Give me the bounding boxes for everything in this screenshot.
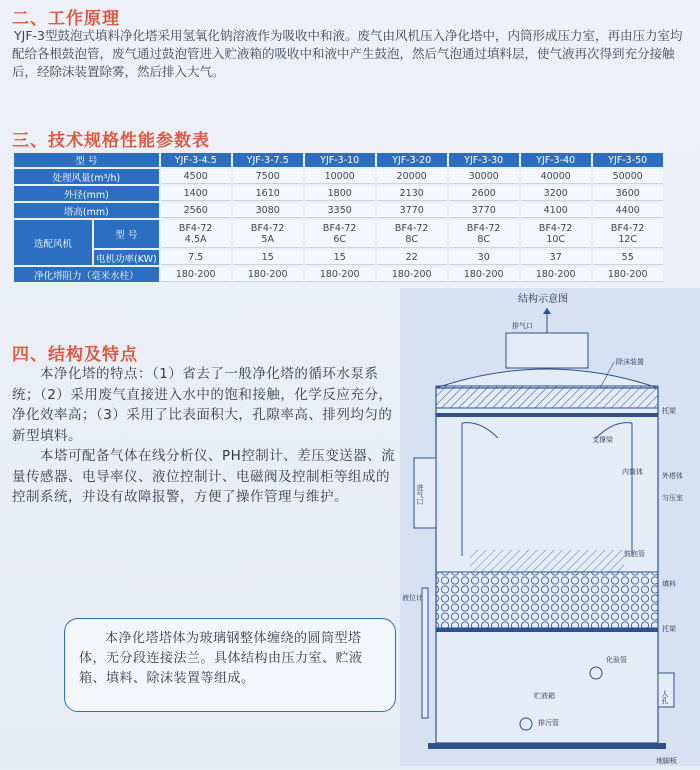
label-exhaust: 排气口 — [512, 322, 533, 330]
table-cell: 7.5 — [161, 250, 231, 265]
table-cell: 180-200 — [521, 267, 591, 282]
table-cell: 40000 — [521, 169, 591, 184]
section4-para2: 本塔可配备气体在线分析仪、PH控制计、差压变送器、流量传感器、电导率仪、液位控制计、电磁阀及控制柜等组成的控制系统，并设有故障报警，方便了操作管理与维护。 — [12, 448, 396, 505]
label-outer: 外塔体 — [662, 472, 683, 480]
table-cell: 4500 — [161, 169, 231, 184]
table-cell: 37 — [521, 250, 591, 265]
table-cell: BF4-72 6C — [305, 220, 375, 248]
label-inner: 内筒体 — [622, 468, 643, 476]
motor-label: 电机功率(KW) — [94, 250, 159, 265]
table-cell: 3080 — [233, 203, 303, 218]
label-bracket2: 托架 — [662, 625, 676, 633]
label-bubble-pipe: 鼓泡管 — [624, 550, 645, 558]
model-cell: YJF-3-30 — [449, 153, 519, 167]
table-cell: BF4-72 4.5A — [161, 220, 231, 248]
exhaust-pipe — [506, 333, 588, 368]
table-cell: BF4-72 12C — [593, 220, 663, 248]
table-cell: 10000 — [305, 169, 375, 184]
diagram-svg — [400, 288, 700, 766]
model-cell: YJF-3-40 — [521, 153, 591, 167]
model-cell: YJF-3-4.5 — [161, 153, 231, 167]
table-cell: 1400 — [161, 186, 231, 201]
label-base: 地脚板 — [656, 757, 677, 765]
section2-body: YJF-3型鼓泡式填料净化塔采用氢氧化钠溶液作为吸收中和液。废气由风机压入净化塔中，内筒形成压力室，再由压力室均配给各根鼓泡管，废气通过鼓泡管进入贮液箱的吸收中和液中产生鼓泡，然后气泡通过填料层，使气液再次得到充分接触后，经除沫装置除雾，然后排入大气。 — [12, 28, 683, 79]
note-box — [64, 618, 396, 712]
spec-table — [12, 151, 665, 284]
table-cell: 50000 — [593, 169, 663, 184]
section2-title: 二、工作原理 — [12, 9, 120, 29]
label-support-beam: 支撑梁 — [592, 436, 613, 444]
table-cell: 1610 — [233, 186, 303, 201]
model-cell: YJF-3-50 — [593, 153, 663, 167]
label-packing: 填料 — [662, 580, 676, 588]
table-cell: 2600 — [449, 186, 519, 201]
diagram-title: 结构示意图 — [518, 294, 568, 305]
label-level: 液位计 — [402, 594, 423, 602]
table-header-row — [14, 153, 663, 167]
base-plate — [428, 743, 666, 749]
table-cell: 4100 — [521, 203, 591, 218]
label-tank: 贮液箱 — [534, 692, 555, 700]
bracket-1 — [436, 413, 658, 417]
table-cell: 2130 — [377, 186, 447, 201]
table-cell: 30 — [449, 250, 519, 265]
bracket-2 — [436, 628, 658, 632]
fan-model-label: 型 号 — [94, 220, 159, 248]
bubble-pipes — [470, 550, 624, 572]
table-cell: 22 — [377, 250, 447, 265]
table-row — [14, 220, 663, 248]
label-demister: 除沫装置 — [616, 358, 644, 366]
structure-diagram — [400, 288, 700, 766]
table-cell: 180-200 — [593, 267, 663, 282]
table-cell: BF4-72 8C — [377, 220, 447, 248]
table-row — [14, 186, 663, 201]
table-cell: BF4-72 10C — [521, 220, 591, 248]
table-cell: 3600 — [593, 186, 663, 201]
table-cell: BF4-72 8C — [449, 220, 519, 248]
table-cell: 180-200 — [305, 267, 375, 282]
row-label: 外径(mm) — [14, 186, 159, 201]
table-cell: 7500 — [233, 169, 303, 184]
model-cell: YJF-3-7.5 — [233, 153, 303, 167]
level-gauge — [422, 588, 428, 718]
table-cell: 180-200 — [449, 267, 519, 282]
packing-layer — [436, 572, 658, 628]
table-row — [14, 203, 663, 218]
table-cell: 3770 — [449, 203, 519, 218]
table-cell: 30000 — [449, 169, 519, 184]
table-cell: BF4-72 5A — [233, 220, 303, 248]
label-inlet: 进气口 — [416, 484, 424, 505]
label-manhole: 人孔 — [661, 690, 669, 704]
table-cell: 180-200 — [233, 267, 303, 282]
label-test-pipe: 化验管 — [606, 656, 627, 664]
resistance-label: 净化塔阻力（毫米水柱） — [14, 267, 159, 282]
table-cell: 15 — [305, 250, 375, 265]
table-cell: 15 — [233, 250, 303, 265]
table-cell: 3350 — [305, 203, 375, 218]
header-model-label: 型 号 — [14, 153, 159, 167]
demister-layer — [436, 386, 658, 408]
row-label: 塔高(mm) — [14, 203, 159, 218]
section4-para1: 本净化塔的特点：（1）省去了一般净化塔的循环水泵系统；（2）采用废气直接进入水中的饱和接触，化学反应充分，净化效率高；（3）采用了比表面积大，孔隙率高、排列均匀的新型填料。 — [12, 366, 393, 444]
table-cell: 55 — [593, 250, 663, 265]
note-text: 本净化塔塔体为玻璃钢整体缠绕的圆筒型塔体，无分段连接法兰。具体结构由压力室、贮液箱、填料、除沫装置等组成。 — [79, 631, 363, 686]
table-cell: 3770 — [377, 203, 447, 218]
fan-group-label: 选配风机 — [14, 220, 92, 265]
table-row — [14, 267, 663, 282]
table-cell: 3200 — [521, 186, 591, 201]
table-cell: 180-200 — [161, 267, 231, 282]
table-cell: 180-200 — [377, 267, 447, 282]
test-pipe — [590, 667, 602, 679]
table-cell: 4400 — [593, 203, 663, 218]
label-drain: 排污管 — [538, 719, 559, 727]
table-cell: 20000 — [377, 169, 447, 184]
label-bracket1: 托架 — [662, 407, 676, 415]
table-row — [14, 169, 663, 184]
table-row — [14, 250, 663, 265]
row-label: 处理风量(m³/h) — [14, 169, 159, 184]
model-cell: YJF-3-20 — [377, 153, 447, 167]
section4-title: 四、结构及特点 — [12, 345, 138, 365]
table-cell: 1800 — [305, 186, 375, 201]
label-pressure-room: 匀压室 — [662, 494, 683, 502]
table-cell: 2560 — [161, 203, 231, 218]
section3-title: 三、技术规格性能参数表 — [12, 131, 210, 151]
drain-pipe — [520, 718, 532, 730]
model-cell: YJF-3-10 — [305, 153, 375, 167]
